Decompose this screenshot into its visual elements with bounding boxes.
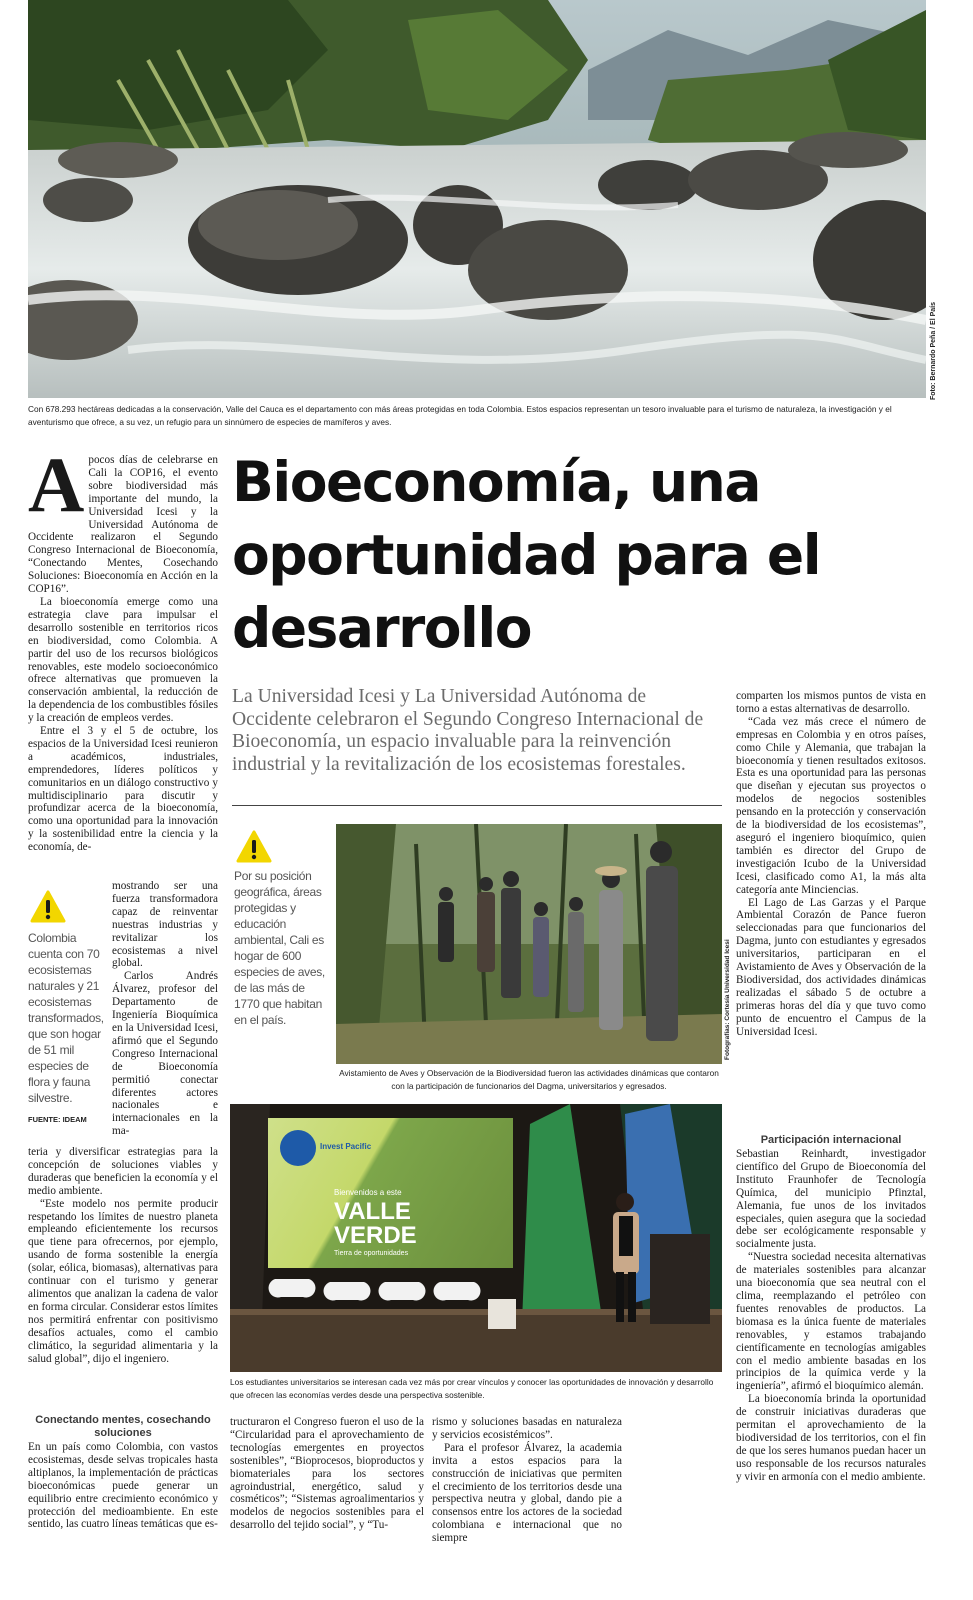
article-column-2-end — [230, 1416, 424, 1532]
lede-divider — [232, 805, 722, 806]
hero-photo-credit: Foto: Bernardo Peña / El País — [930, 301, 937, 400]
headline: Bioeconomía, una oportunidad para el desarrollo — [232, 450, 821, 660]
paragraph: mostrando ser una fuerza transformadora capaz de reinventar nuestras industrias y revitalizar los ecosistemas a nivel global. — [112, 880, 218, 970]
hero-photo-river — [28, 0, 926, 398]
photo-birdwatching-caption: Avistamiento de Aves y Observación de la Biodiversidad fueron las actividades dinámicas que contaron con la participación de funcionarios del Dagma, universitarios y egresados. — [339, 1068, 719, 1091]
screen-title-verde: VERDE — [334, 1222, 417, 1249]
paragraph: La bioeconomía emerge como una estrategia clave para impulsar el desarrollo sostenible en territorios ricos en biodiversidad, como Colombia. A partir del uso de los recursos biológicos renovables, este modelo socioeconómico ofrece alternativas que promueven la conservación ambiental, la reducción de la dependencia de los combustibles fósiles y la creación de empleos verdes. — [28, 595, 218, 725]
paragraph: Entre el 3 y el 5 de octubre, los espacios de la Universidad Icesi reunieron a académicos, industriales, emprendedores, líderes políticos y comunitarios en un diálogo constructivo y multidisciplinario para discutir y profundizar acerca de la bioeconomía, como una oportunidad para la innovación y la sostenibilidad entre la ciencia y la economía, de- — [28, 725, 218, 854]
warning-triangle-icon — [30, 890, 66, 924]
paragraph: Carlos Andrés Álvarez, profesor del Departamento de Ingeniería Bioquímica en la Universidad Icesi, afirmó que el Segundo Congreso Internacional de Bioeconomía permitió conectar diferentes actores nacionales e internacionales en la ma- — [112, 970, 218, 1138]
photo-conference-caption: Los estudiantes universitarios se interesan cada vez más por crear vínculos y conocer las oportunidades de innovación y desarrollo que ofrecen las economías verdes desde una perspectiva sostenible. — [230, 1377, 714, 1400]
article-column-1-bottom — [28, 1146, 218, 1365]
paragraph: pocos días de celebrarse en Cali la COP16, el evento sobre biodiversidad más importante del mundo, la Universidad Icesi y la Universidad Autónoma de Occidente realizaron el Segundo Congreso Internacional de Bioeconomía, “Conectando Mentes, Cosechando Soluciones: Bioeconomía en Acción en la COP16”. — [28, 454, 218, 596]
paragraph: “Este modelo nos permite producir respetando los límites de nuestro planeta empleando eficientemente los recursos que tiene para ofrecernos, por ejemplo, usando de forma sostenible la energía (solar, eólica, biomasas), alternativas para continuar con el turismo y generar alimentos que analizan la cadena de valor en forma circular. Considerar estos límites nos permitirá enfrentar con positivismo desafíos actuales, como el cambio climático, la seguridad alimentaria y la salud global”, dijo el ingeniero. — [28, 1197, 218, 1365]
hero-caption: Con 678.293 hectáreas dedicadas a la conservación, Valle del Cauca es el departamento con más áreas protegidas en toda Colombia. Estos espacios representan un tesoro invaluable para el turismo de naturaleza, la investigación y el aventurismo que ofrece, a su vez, un refugio para un sinnúmero de especies de mamíferos y aves. — [28, 404, 892, 427]
photo-credit-icesi: Fotografías: Cortesía Universidad Icesi — [724, 939, 731, 1060]
screen-title-valle: VALLE — [334, 1198, 411, 1225]
paragraph: Sebastian Reinhardt, investigador científico del Grupo de Bioeconomía del Instituto Fraunhofer de Tecnología Química, del municipio Pfinztal, Alemania, fue unos de los invitados especiales, quien asegura que la sociedad debe ser ecológicamente responsable y socialmente justa. — [736, 1148, 926, 1251]
factbox-cali-birds: Por su posición geográfica, áreas protegidas y educación ambiental, Cali es hogar de 600 especies de aves, de las más de 1770 que habitan en el país. — [234, 869, 325, 1027]
paragraph: “Nuestra sociedad necesita alternativas de materiales sostenibles para alcanzar una bioeconomía que sea neutral con el clima, reemplazando el petróleo con fuentes renovables de productos. La biomasa es la única fuente de materiales renovables, y estamos trabajando científicamente en tecnologías amigables con el medio ambiente basadas en los principios de la química verde y la ingeniería”, afirmó el bioquímico alemán. — [736, 1251, 926, 1393]
paragraph: teria y diversificar estrategias para la concepción de soluciones viables y duraderas que beneficien la economía y el medio ambiente. — [28, 1146, 218, 1197]
photo-birdwatching — [336, 824, 722, 1064]
article-column-1-narrow — [112, 880, 218, 1138]
article-column-3-end — [432, 1416, 622, 1545]
paragraph: En un país como Colombia, con vastos ecosistemas, desde selvas tropicales hasta altiplanos, la implementación de prácticas bioeconómicas puede generar un equilibrio entre crecimiento económico y protección del medioambiente. En este sentido, las cuatro líneas temáticas que es- — [28, 1441, 218, 1531]
article-column-4-bottom — [736, 1148, 926, 1484]
paragraph: tructuraron el Congreso fueron el uso de la “Circularidad para el aprovechamiento de tecnologías emergentes en proyectos sostenibles”, “Bioprocesos, bioproductos y biomateriales para los sectores agroindustrial, energético, salud y cosméticos”; “Sistemas agroalimentarios y modelos de negocios sostenibles para el desarrollo del tejido social”, y “Tu- — [230, 1416, 424, 1532]
article-column-1-top — [28, 441, 218, 854]
photo-conference — [230, 1104, 722, 1372]
subhead-conectando-mentes: Conectando mentes, cosechando soluciones — [35, 1414, 211, 1439]
warning-triangle-icon — [236, 830, 272, 864]
factbox-colombia-ecosystems: Colombia cuenta con 70 ecosistemas naturales y 21 ecosistemas transformados, que son hogar de 51 mil especies de flora y fauna silvestre. — [28, 931, 104, 1105]
article-column-4 — [736, 690, 926, 1038]
paragraph: El Lago de Las Garzas y el Parque Ambiental Corazón de Pance fueron seleccionadas para que funcionarios del Dagma, junto con estudiantes y egresados universitarios, participaran en el Avistamiento de Aves y Observación de la Biodiversidad, dos actividades dinámicas realizadas el sábado 5 de octubre a primeras horas del día y que tuvo como punto de encuentro el Campus de la Universidad Icesi. — [736, 896, 926, 1038]
screen-subtitle: Tierra de oportunidades — [334, 1250, 409, 1257]
invest-pacific-logo-icon — [280, 1130, 316, 1166]
paragraph: La bioeconomía brinda la oportunidad de construir iniciativas duraderas que permitan el aprovechamiento de la biodiversidad de los territorios, con el fin de que los seres humanos puedan hacer un uso responsable de los recursos naturales y vivir en armonía con el medio ambiente. — [736, 1393, 926, 1483]
screen-brand: Invest Pacific — [320, 1142, 372, 1151]
projection-screen — [268, 1118, 513, 1268]
paragraph: rismo y soluciones basadas en naturaleza y servicios ecosistémicos”. — [432, 1416, 622, 1441]
subhead-participacion-internacional: Participación internacional — [760, 1134, 902, 1146]
screen-small-text: Bienvenidos a este — [334, 1188, 402, 1197]
dropcap: A — [28, 441, 85, 528]
paragraph: “Cada vez más crece el número de empresas en Colombia y en otros países, como Chile y Alemania, que trabajan la bioeconomía y tienen resultados exitosos. Esta es una oportunidad para las personas que diseñan y ejecutan sus proyectos o modelos de negocios sostenibles pensando en la protección y conservación de la biodiversidad de los ecosistemas”, aseguró el ingeniero bioquímico, quien también es director del Grupo de investigación Icubo de la Universidad Icesi, clasificado como A1, la más alta categoría ante Minciencias. — [736, 715, 926, 896]
factbox-source: FUENTE: IDEAM — [28, 1115, 87, 1124]
article-column-1-end — [28, 1441, 218, 1531]
paragraph: Para el profesor Álvarez, la academia invita a estos espacios para la construcción de iniciativas que permiten el crecimiento de los territorios desde una perspectiva neutra y global, dando pie a consensos entre los actores de la sociedad colombiana e internacional que no siempre — [432, 1441, 622, 1545]
lede: La Universidad Icesi y La Universidad Autónoma de Occidente celebraron el Segundo Congreso Internacional de Bioeconomía, un espacio invaluable para la reinvención industrial y la revitalización de los ecosistemas forestales. — [232, 686, 704, 775]
paragraph: comparten los mismos puntos de vista en torno a estas alternativas de desarrollo. — [736, 690, 926, 715]
